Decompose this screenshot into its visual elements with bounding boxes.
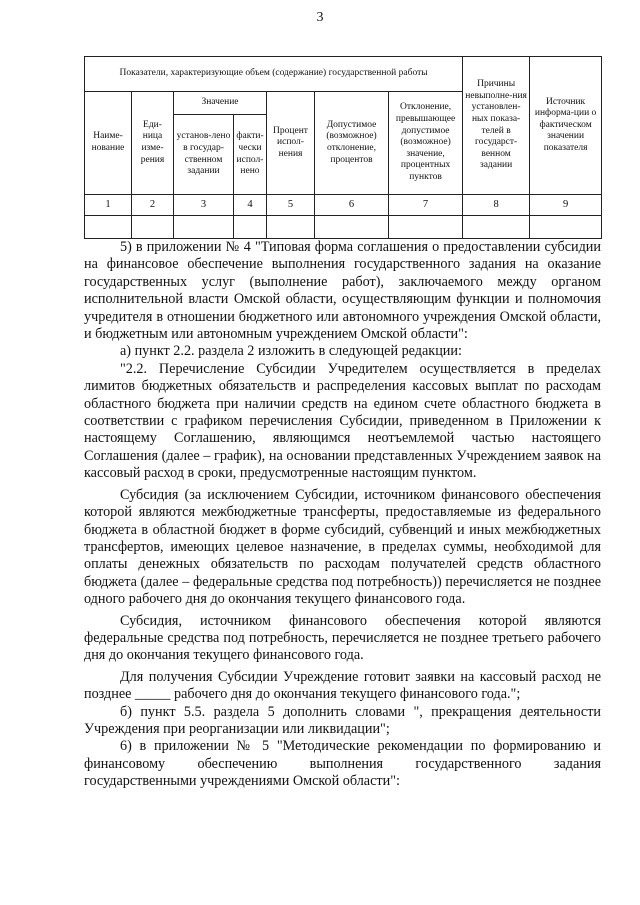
page-number: 3	[316, 10, 324, 25]
header-allowed-deviation: Допустимое (возможное) отклонение, процентов	[315, 92, 389, 195]
table-row	[85, 216, 602, 239]
column-number: 1	[85, 195, 132, 216]
paragraph-sub-a: а) пункт 2.2. раздела 2 изложить в следующей редакции:	[120, 343, 462, 360]
column-number: 8	[463, 195, 530, 216]
empty-cell	[315, 216, 389, 239]
column-number: 3	[174, 195, 234, 216]
group-header-cell: Показатели, характеризующие объем (содержание) государственной работы	[85, 57, 463, 92]
paragraph-2-2: "2.2. Перечисление Субсидии Учредителем осуществляется в пределах лимитов бюджетных обязательств и распределения кассовых выплат по расходам областного бюджета при наличии средств на едином счете областного бюджета в соответствии с графиком перечисления Субсидии, приведенном в Приложении к настоящему Соглашению, являющимся неотъемлемой частью настоящего Соглашения (далее – график), на основании представленных Учреждением заявок на кассовый расход в сроки, предусмотренные настоящим пунктом.	[84, 360, 601, 482]
column-number: 7	[389, 195, 463, 216]
document-body	[84, 239, 601, 791]
header-value-set: установ-лено в государ-ственном задании	[174, 115, 234, 195]
empty-cell	[463, 216, 530, 239]
header-excess-deviation: Отклонение, превышающее допустимое (возможное) значение, процентных пунктов	[389, 92, 463, 195]
header-name: Наиме-нование	[85, 92, 132, 195]
paragraph-federal-subsidy: Субсидия, источником финансового обеспечения которой являются федеральные средства под потребность, перечисляется не позднее третьего рабочего дня до окончания текущего финансового года.	[84, 612, 601, 664]
paragraph-subsidy: Субсидия (за исключением Субсидии, источником финансового обеспечения которой являются межбюджетные трансферты, предоставляемые из федерального бюджета в областной бюджет в форме субсидий, субвенций и иных межбюджетных трансфертов, имеющих целевое назначение, в пределах суммы, необходимой для оплаты денежных обязательств по расходам получателей средств областного бюджета (далее – федеральные средства под потребность)) перечисляется не позднее одного рабочего дня до окончания текущего финансового года.	[84, 486, 601, 608]
empty-cell	[174, 216, 234, 239]
paragraph-item-5: 5) в приложении № 4 "Типовая форма соглашения о предоставлении субсидии на финансовое обеспечение выполнения государственного задания на оказание государственных услуг (выполнение работ), заключаемого между органом исполнительной власти Омской области, осуществляющим функции и полномочия учредителя в отношении бюджетного или автономного учреждения Омской области, и бюджетным или автономным учреждением Омской области":	[84, 239, 601, 343]
column-number: 9	[530, 195, 602, 216]
column-number: 4	[234, 195, 267, 216]
column-number: 2	[132, 195, 174, 216]
header-reasons: Причины невыполне-ния установлен-ных показа-телей в государст-венном задании	[463, 57, 530, 195]
paragraph-requests: Для получения Субсидии Учреждение готовит заявки на кассовый расход не позднее _____ рабочего дня до окончания текущего финансового года.";	[84, 668, 601, 703]
column-number: 6	[315, 195, 389, 216]
empty-cell	[530, 216, 602, 239]
indicators-table	[84, 56, 602, 239]
header-value-actual: факти-чески испол-нено	[234, 115, 267, 195]
empty-cell	[132, 216, 174, 239]
empty-cell	[234, 216, 267, 239]
column-number: 5	[267, 195, 315, 216]
header-unit: Еди-ница изме-рения	[132, 92, 174, 195]
empty-cell	[85, 216, 132, 239]
header-percent: Процент испол-нения	[267, 92, 315, 195]
paragraph-item-6: 6) в приложении № 5 "Методические рекомендации по формированию и финансовому обеспечению выполнения государственного задания государственными учреждениями Омской области":	[84, 738, 601, 790]
empty-cell	[267, 216, 315, 239]
paragraph-sub-b: б) пункт 5.5. раздела 5 дополнить словами ", прекращения деятельности Учреждения при реорганизации или ликвидации";	[84, 703, 601, 737]
empty-cell	[389, 216, 463, 239]
header-source: Источник информа-ции о фактическом значении показателя	[530, 57, 602, 195]
header-value: Значение	[174, 92, 267, 115]
